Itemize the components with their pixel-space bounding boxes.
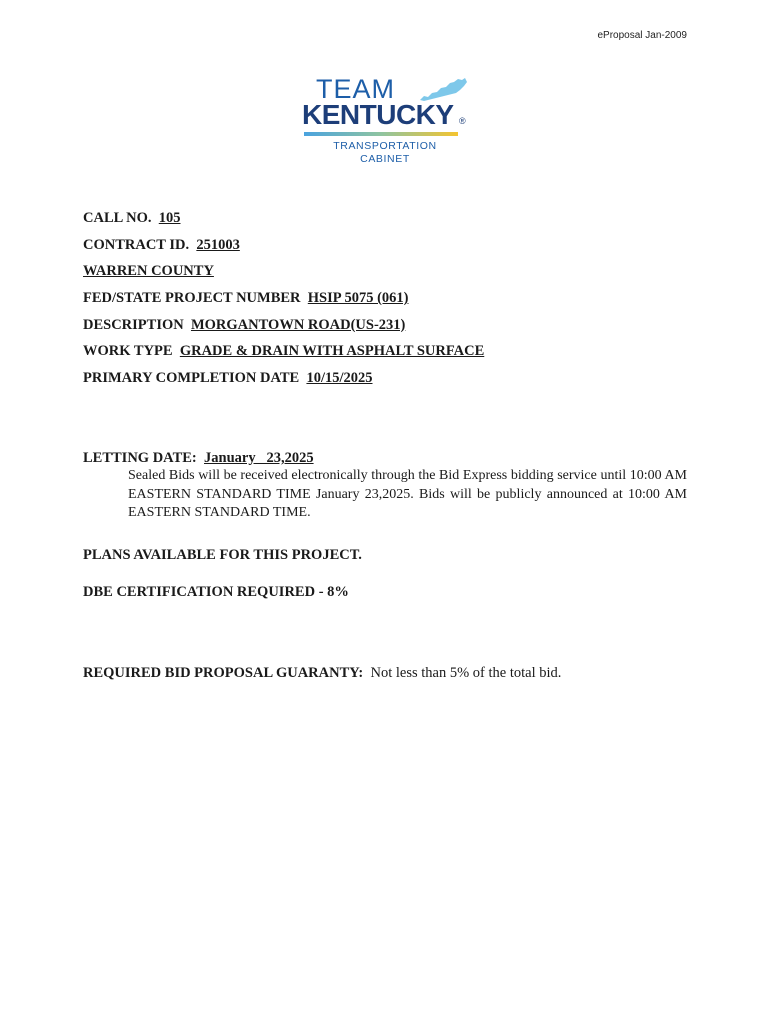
bid-guaranty-line — [83, 665, 561, 682]
dbe-requirement-note: DBE CERTIFICATION REQUIRED - 8% — [83, 584, 349, 600]
contract-id-line — [83, 236, 484, 263]
bid-guaranty-label: REQUIRED BID PROPOSAL GUARANTY: — [83, 665, 364, 681]
contract-id-value: 251003 — [196, 236, 240, 253]
description-label: DESCRIPTION — [83, 316, 184, 333]
plans-available-note: PLANS AVAILABLE FOR THIS PROJECT. — [83, 547, 362, 563]
county-value: WARREN COUNTY — [83, 263, 214, 280]
contract-id-label: CONTRACT ID. — [83, 236, 190, 253]
logo-cabinet-text — [302, 140, 468, 166]
logo-cabinet-word: CABINET — [360, 153, 410, 165]
team-kentucky-logo — [302, 76, 472, 168]
form-id-label: eProposal Jan-2009 — [597, 30, 687, 41]
completion-date-value: 10/15/2025 — [306, 370, 373, 387]
letting-date-label: LETTING DATE: — [83, 450, 197, 466]
completion-date-line — [83, 369, 484, 396]
project-number-label: FED/STATE PROJECT NUMBER — [83, 290, 301, 307]
completion-date-label: PRIMARY COMPLETION DATE — [83, 370, 300, 387]
description-line — [83, 316, 484, 343]
call-no-line — [83, 209, 484, 236]
bid-guaranty-value: Not less than 5% of the total bid. — [370, 665, 562, 681]
description-value: MORGANTOWN ROAD(US-231) — [190, 316, 406, 333]
logo-team-text: TEAM — [316, 74, 396, 104]
work-type-label: WORK TYPE — [83, 343, 173, 360]
logo-gradient-bar — [304, 132, 458, 136]
logo-kentucky-text: KENTUCKY — [302, 99, 454, 130]
call-no-value: 105 — [158, 210, 181, 226]
county-line — [83, 262, 484, 289]
letting-date-value: January 23,2025 — [204, 450, 314, 466]
registered-mark: ® — [459, 116, 466, 126]
letting-section — [83, 450, 687, 523]
project-number-line — [83, 289, 484, 316]
call-no-label: CALL NO. — [83, 210, 152, 226]
work-type-line — [83, 342, 484, 369]
work-type-value: GRADE & DRAIN WITH ASPHALT SURFACE — [179, 343, 485, 360]
letting-body-text: Sealed Bids will be received electronically through the Bid Express bidding service until 10:00 AM EASTERN STANDARD TIME January 23,2025. Bids will be publicly announced at 10:00 AM EASTERN STANDARD TIME. — [128, 468, 687, 520]
project-number-value: HSIP 5075 (061) — [307, 290, 409, 307]
contract-fields — [83, 209, 484, 396]
letting-date-line — [83, 450, 687, 467]
logo-transportation: TRANSPORTATION — [333, 140, 437, 152]
